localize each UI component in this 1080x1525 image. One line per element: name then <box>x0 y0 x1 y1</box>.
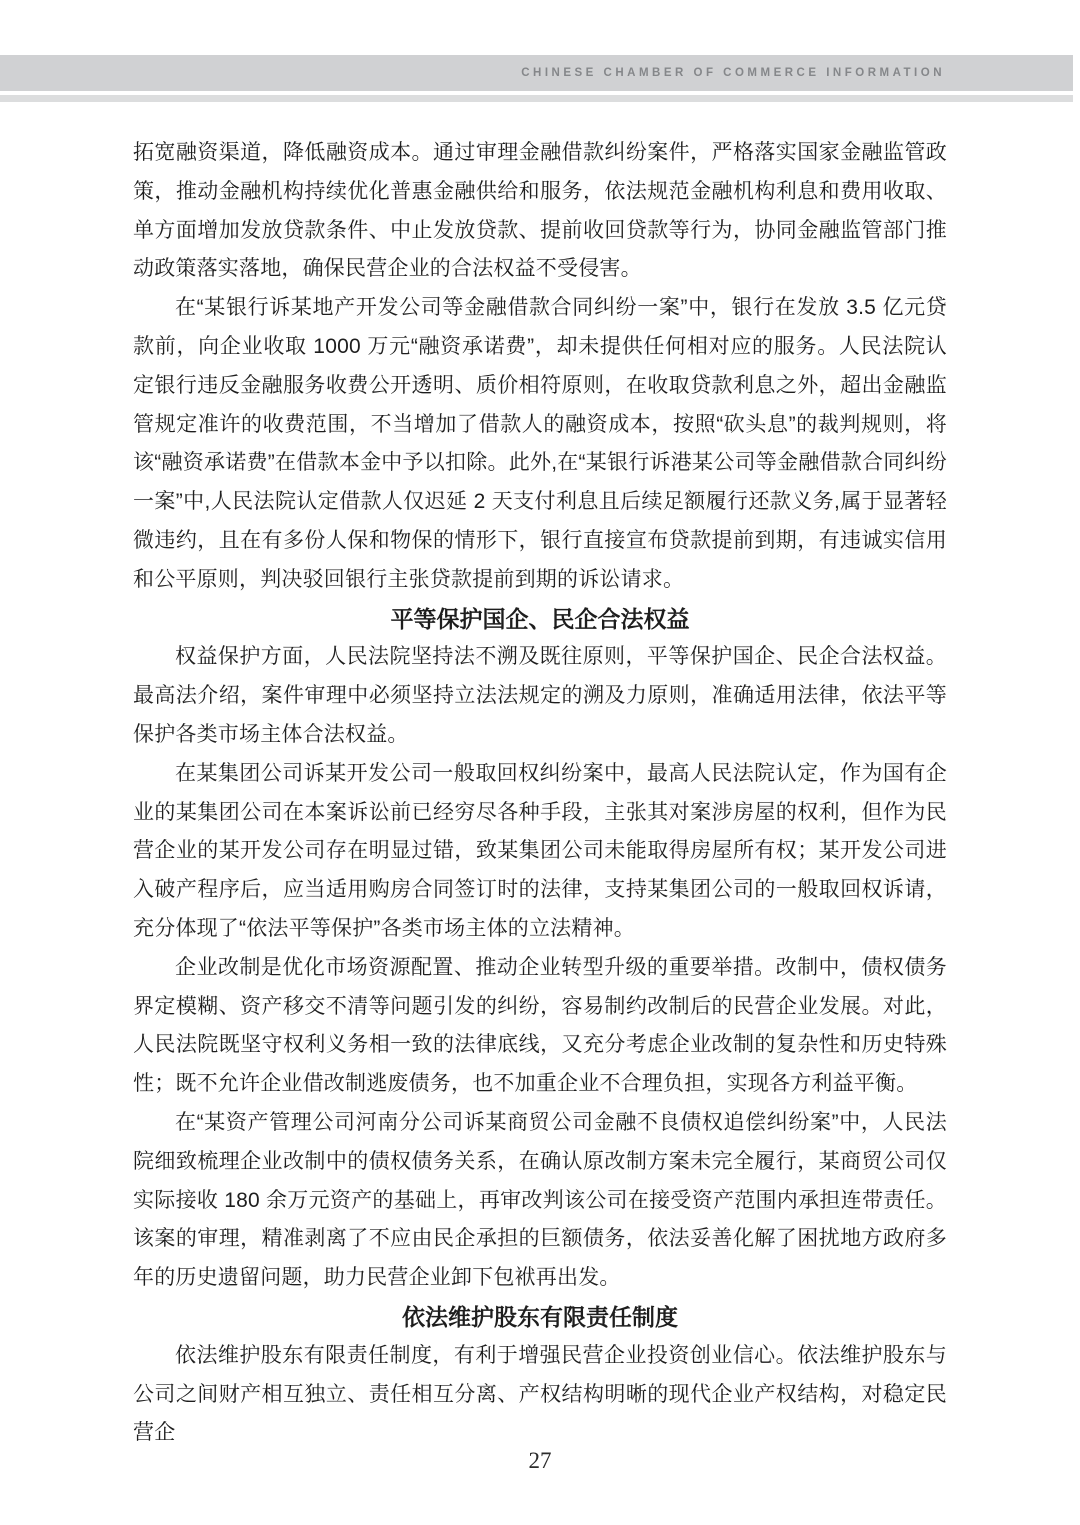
header-banner <box>0 55 1073 91</box>
header-banner-text: CHINESE CHAMBER OF COMMERCE INFORMATION <box>521 67 945 79</box>
paragraph: 拓宽融资渠道，降低融资成本。通过审理金融借款纠纷案件，严格落实国家金融监管政策，推动金融机构持续优化普惠金融供给和服务，依法规范金融机构利息和费用收取、单方面增加发放贷款条件、中止发放贷款、提前收回贷款等行为，协同金融监管部门推动政策落实落地，确保民营企业的合法权益不受侵害。 <box>133 141 947 281</box>
page-footer <box>0 1448 1080 1474</box>
paragraph: 权益保护方面，人民法院坚持法不溯及既往原则，平等保护国企、民企合法权益。最高法介绍，案件审理中必须坚持立法法规定的溯及力原则，准确适用法律，依法平等保护各类市场主体合法权益。 <box>133 645 947 746</box>
header-banner-divider <box>0 95 1073 102</box>
paragraph: 在“某资产管理公司河南分公司诉某商贸公司金融不良债权追偿纠纷案”中，人民法院细致梳理企业改制中的债权债务关系，在确认原改制方案未完全履行，某商贸公司仅实际接收 180 余万元资产的基础上，再审改判该公司在接受资产范围内承担连带责任。该案的审理，精准剥离了不应由民企承担的巨额债务，依法妥善化解了困扰地方政府多年的历史遗留问题，助力民营企业卸下包袱再出发。 <box>133 1110 947 1290</box>
section-heading: 依法维护股东有限责任制度 <box>402 1303 678 1330</box>
page-number: 27 <box>528 1448 552 1473</box>
document-body <box>133 134 947 1453</box>
paragraph: 企业改制是优化市场资源配置、推动企业转型升级的重要举措。改制中，债权债务界定模糊、资产移交不清等问题引发的纠纷，容易制约改制后的民营企业发展。对此，人民法院既坚守权利义务相一致的法律底线，又充分考虑企业改制的复杂性和历史特殊性；既不允许企业借改制逃废债务，也不加重企业不合理负担，实现各方利益平衡。 <box>133 955 947 1096</box>
paragraph: 依法维护股东有限责任制度，有利于增强民营企业投资创业信心。依法维护股东与公司之间财产相互独立、责任相互分离、产权结构明晰的现代企业产权结构，对稳定民营企 <box>133 1343 947 1445</box>
section-heading: 平等保护国企、民企合法权益 <box>390 605 690 632</box>
paragraph: 在“某银行诉某地产开发公司等金融借款合同纠纷一案”中，银行在发放 3.5 亿元贷款前，向企业收取 1000 万元“融资承诺费”，却未提供任何相对应的服务。人民法院认定银行违反金融服务收费公开透明、质价相符原则，在收取贷款利息之外，超出金融监管规定准许的收费范围，不当增加了借款人的融资成本，按照“砍头息”的裁判规则，将该“融资承诺费”在借款本金中予以扣除。此外,在“某银行诉港某公司等金融借款合同纠纷一案”中,人民法院认定借款人仅迟延 2 天支付利息且后续足额履行还款义务,属于显著轻微违约，且在有多份人保和物保的情形下，银行直接宣布贷款提前到期，有违诚实信用和公平原则，判决驳回银行主张贷款提前到期的诉讼请求。 <box>133 296 947 591</box>
paragraph: 在某集团公司诉某开发公司一般取回权纠纷案中，最高人民法院认定，作为国有企业的某集团公司在本案诉讼前已经穷尽各种手段，主张其对案涉房屋的权利，但作为民营企业的某开发公司存在明显过错，致某集团公司未能取得房屋所有权；某开发公司进入破产程序后，应当适用购房合同签订时的法律，支持某集团公司的一般取回权诉请，充分体现了“依法平等保护”各类市场主体的立法精神。 <box>133 761 947 940</box>
